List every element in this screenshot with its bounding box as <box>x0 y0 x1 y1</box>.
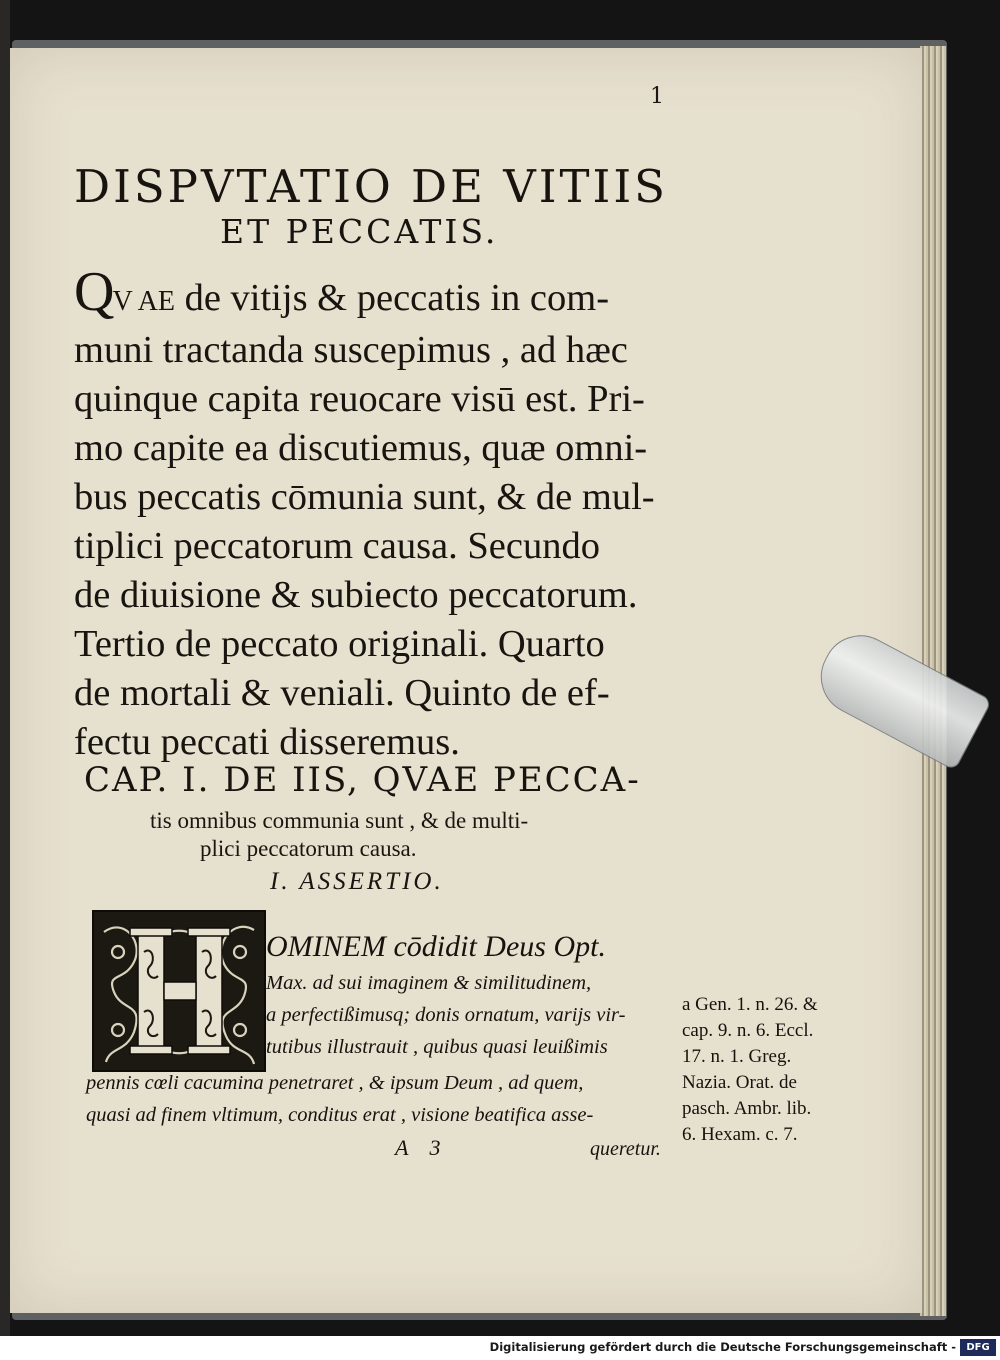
body-line: muni tractanda suscepimus , ad hæc <box>74 329 628 371</box>
italic-text-line: Max. ad sui imaginem & similitudinem, <box>266 972 592 994</box>
first-line-rest: de vitijs & peccatis in com- <box>174 277 610 319</box>
drop-cap-letter: Q <box>74 261 113 323</box>
page-title-line-2: ET PECCATIS. <box>220 212 499 251</box>
italic-text-line: tutibus illustrauit , quibus quasi leuißimis <box>266 1036 608 1058</box>
page-title-line-1: DISPVTATIO DE VITIIS <box>74 160 668 213</box>
decorated-initial-ornament-icon <box>94 912 264 1070</box>
body-line: bus peccatis cōmunia sunt, & de mul- <box>74 476 655 518</box>
chapter-subheading-line-2: plici peccatorum causa. <box>200 836 417 861</box>
body-line: de mortali & veniali. Quinto de ef- <box>74 672 610 714</box>
italic-text-line: a perfectißimusq; donis ornatum, varijs vir- <box>266 1004 626 1026</box>
body-line: fectu peccati disseremus. <box>74 721 460 763</box>
body-line-first <box>74 261 674 326</box>
assertio-heading: I. ASSERTIO. <box>270 868 444 895</box>
margin-note-line: 17. n. 1. Greg. <box>682 1046 792 1067</box>
first-word-small-caps: V AE <box>112 286 175 317</box>
margin-note-line: cap. 9. n. 6. Eccl. <box>682 1020 814 1041</box>
footer-credit: Digitalisierung gefördert durch die Deutsche Forschungsgemeinschaft - <box>489 1340 956 1354</box>
italic-text-line: pennis cœli cacumina penetraret , & ipsum Deum , ad quem, <box>86 1072 584 1094</box>
italic-text-line: quasi ad finem vltimum, conditus erat , visione beatifica asse- <box>86 1104 594 1126</box>
body-paragraph <box>74 261 674 767</box>
body-line: de diuisione & subiecto peccatorum. <box>74 574 638 616</box>
body-line: mo capite ea discutiemus, quæ omni- <box>74 427 648 469</box>
body-line: quinque capita reuocare visū est. Pri- <box>74 378 645 420</box>
margin-note-line: pasch. Ambr. lib. <box>682 1098 812 1119</box>
chapter-subheading-line-1: tis omnibus communia sunt , & de multi- <box>150 808 529 833</box>
body-line: tiplici peccatorum causa. Secundo <box>74 525 600 567</box>
italic-opening-line: OMINEM cōdidit Deus Opt. <box>266 930 606 963</box>
body-line: Tertio de peccato originali. Quarto <box>74 623 605 665</box>
margin-note-line: a Gen. 1. n. 26. & <box>682 994 818 1015</box>
spine-strip <box>0 0 10 1336</box>
footer-bar <box>0 1336 1000 1360</box>
page-number: 1 <box>650 84 664 109</box>
catchword: queretur. <box>590 1138 661 1160</box>
margin-note <box>682 992 852 1148</box>
chapter-heading: CAP. I. DE IIS, QVAE PECCA- <box>84 760 641 800</box>
dfg-logo-icon: DFG <box>960 1339 996 1356</box>
signature-mark: A 3 <box>395 1135 449 1160</box>
margin-note-line: 6. Hexam. c. 7. <box>682 1124 798 1145</box>
decorated-initial-h <box>92 910 266 1072</box>
margin-note-line: Nazia. Orat. de <box>682 1072 797 1093</box>
